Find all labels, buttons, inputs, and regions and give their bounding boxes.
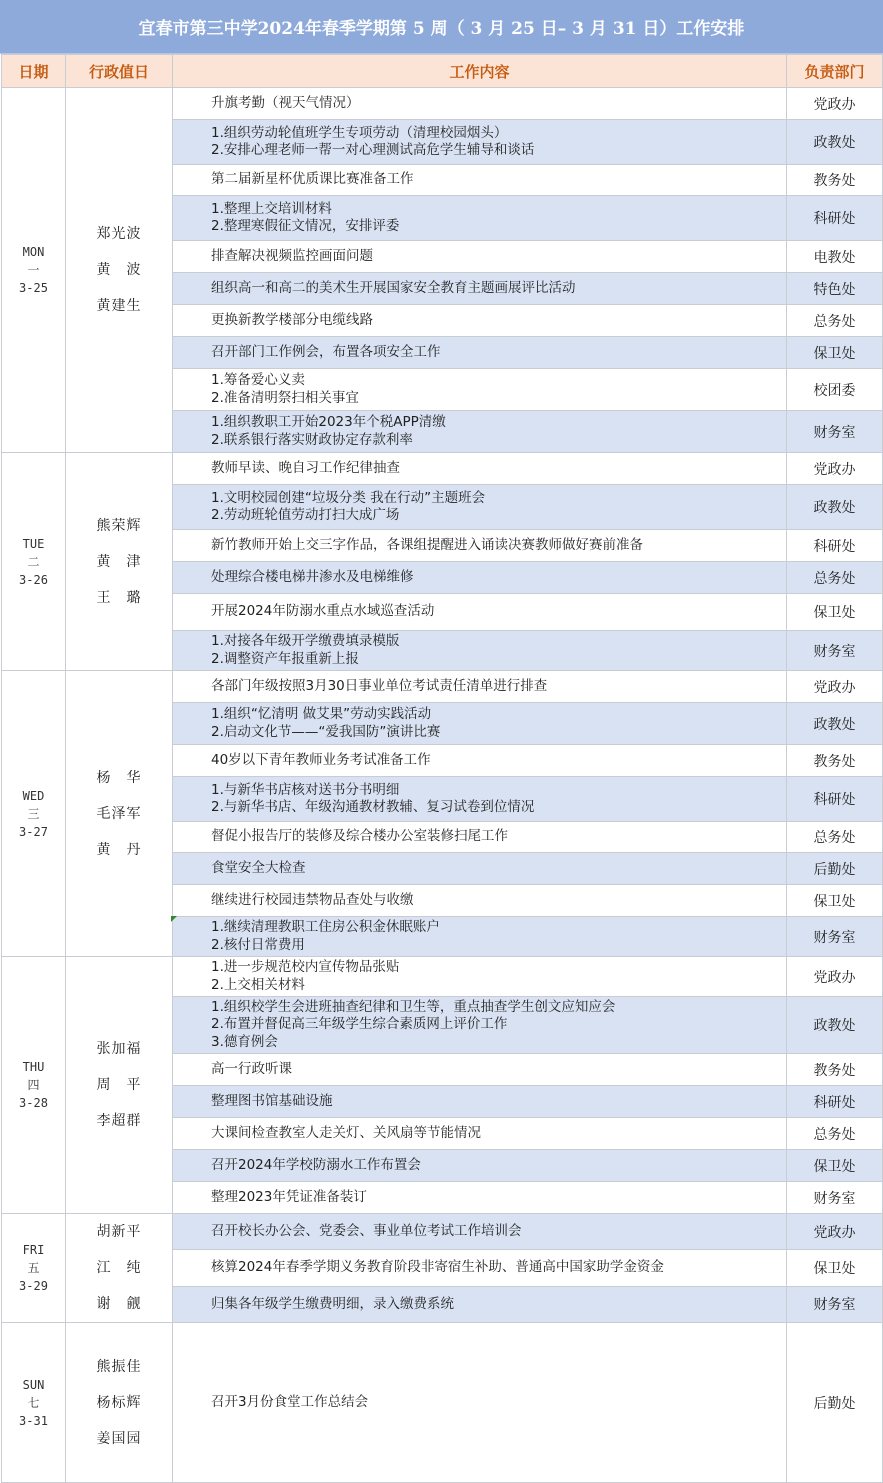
task-line: 1.进一步规范校内宣传物品张贴 xyxy=(211,959,400,975)
day-en: MON xyxy=(22,245,45,259)
task-line: 召开校长办公会、党委会、事业单位考试工作培训会 xyxy=(211,1222,522,1239)
task-row xyxy=(2,957,883,997)
task-line: 高一行政听课 xyxy=(211,1060,292,1077)
day-en: FRI xyxy=(22,1243,45,1257)
task-dept: 校团委 xyxy=(787,369,883,411)
task-content xyxy=(173,530,787,562)
day-en: SUN xyxy=(22,1377,45,1392)
task-dept: 保卫处 xyxy=(787,337,883,369)
task-dept: 党政办 xyxy=(787,1214,883,1250)
day-date: 3-31 xyxy=(19,1413,48,1428)
day-cn: 三 xyxy=(27,806,40,821)
day-date: 3-26 xyxy=(19,572,48,587)
header-date: 日期 xyxy=(2,55,66,88)
task-line: 排查解决视频监控画面问题 xyxy=(211,247,373,264)
task-dept: 保卫处 xyxy=(787,1250,883,1286)
task-line: 1.对接各年级开学缴费填录模版 xyxy=(211,633,400,649)
officer-name: 黄 津 xyxy=(96,553,142,570)
task-content xyxy=(173,453,787,485)
task-content xyxy=(173,1118,787,1150)
task-line: 1.组织校学生会进班抽查纪律和卫生等，重点抽查学生创文应知应会 xyxy=(211,998,616,1015)
task-line: 整理2023年凭证准备装订 xyxy=(211,1188,367,1205)
task-dept: 科研处 xyxy=(787,196,883,241)
task-line: 食堂安全大检查 xyxy=(211,859,306,876)
task-dept: 保卫处 xyxy=(787,885,883,917)
page-title: 宜春市第三中学2024年春季学期第 5 周（ 3 月 25 日– 3 月 31 日）工作安排 xyxy=(0,0,883,54)
task-content xyxy=(173,485,787,530)
officers-cell xyxy=(66,453,173,671)
task-line: 召开部门工作例会，布置各项安全工作 xyxy=(211,343,441,360)
task-dept: 政教处 xyxy=(787,120,883,165)
task-line: 2.与新华书店、年级沟通教材教辅、复习试卷到位情况 xyxy=(211,799,535,815)
schedule-table xyxy=(1,54,883,1483)
task-line: 召开3月份食堂工作总结会 xyxy=(211,1393,369,1410)
task-content xyxy=(173,917,787,957)
task-line: 1.继续清理教职工住房公积金休眠账户 xyxy=(211,919,440,935)
task-line: 40岁以下青年教师业务考试准备工作 xyxy=(211,751,431,768)
task-dept: 科研处 xyxy=(787,1086,883,1118)
task-dept: 财务室 xyxy=(787,1286,883,1322)
task-line: 2.核付日常费用 xyxy=(211,936,305,953)
day-cell xyxy=(2,453,66,671)
task-content xyxy=(173,196,787,241)
task-line: 2.联系银行落实财政协定存款利率 xyxy=(211,431,413,448)
task-content xyxy=(173,562,787,594)
day-cell xyxy=(2,1214,66,1323)
task-content xyxy=(173,671,787,703)
task-dept: 总务处 xyxy=(787,562,883,594)
task-content xyxy=(173,703,787,745)
officer-name: 黄 丹 xyxy=(96,841,142,858)
task-row xyxy=(2,1214,883,1250)
task-line: 督促小报告厅的装修及综合楼办公室装修扫尾工作 xyxy=(211,828,508,845)
task-line: 2.整理寒假征文情况，安排评委 xyxy=(211,218,400,234)
task-line: 2.上交相关材料 xyxy=(211,976,305,993)
task-dept: 财务室 xyxy=(787,1182,883,1214)
task-row xyxy=(2,1323,883,1483)
task-content xyxy=(173,1214,787,1250)
task-line: 继续进行校园违禁物品查处与收缴 xyxy=(211,891,414,908)
task-dept: 政教处 xyxy=(787,997,883,1054)
day-cn: 七 xyxy=(27,1395,40,1410)
task-line: 1.筹备爱心义卖 xyxy=(211,372,305,388)
officer-name: 张加福 xyxy=(96,1041,142,1057)
task-content xyxy=(173,337,787,369)
task-content xyxy=(173,631,787,671)
task-dept: 总务处 xyxy=(787,822,883,853)
task-dept: 总务处 xyxy=(787,305,883,337)
task-line: 处理综合楼电梯井渗水及电梯维修 xyxy=(211,568,414,585)
officer-name: 王 璐 xyxy=(96,589,142,606)
day-cn: 一 xyxy=(27,263,40,277)
officers-cell xyxy=(66,1323,173,1483)
officer-name: 黄 波 xyxy=(96,262,142,278)
task-content xyxy=(173,1286,787,1322)
task-line: 整理图书馆基础设施 xyxy=(211,1092,333,1109)
task-dept: 党政办 xyxy=(787,957,883,997)
officers-cell xyxy=(66,1214,173,1323)
task-content xyxy=(173,594,787,631)
task-line: 3.德育例会 xyxy=(211,1033,278,1050)
task-line: 2.准备清明祭扫相关事宜 xyxy=(211,389,359,406)
day-date: 3-28 xyxy=(19,1096,48,1110)
task-dept: 财务室 xyxy=(787,631,883,671)
task-line: 开展2024年防溺水重点水域巡查活动 xyxy=(211,603,435,620)
day-cell xyxy=(2,1323,66,1483)
task-line: 召开2024年学校防溺水工作布置会 xyxy=(211,1156,421,1173)
task-content xyxy=(173,1182,787,1214)
task-content xyxy=(173,273,787,305)
task-line: 1.组织教职工开始2023年个税APP清缴 xyxy=(211,414,446,430)
officer-name: 毛泽军 xyxy=(96,805,142,822)
day-en: TUE xyxy=(22,536,45,551)
task-dept: 科研处 xyxy=(787,777,883,822)
task-dept: 后勤处 xyxy=(787,1323,883,1483)
task-content xyxy=(173,745,787,777)
officer-name: 黄建生 xyxy=(96,298,142,314)
task-content xyxy=(173,1323,787,1483)
officer-name: 李超群 xyxy=(96,1113,142,1129)
day-cn: 二 xyxy=(27,554,40,569)
task-line: 归集各年级学生缴费明细，录入缴费系统 xyxy=(211,1295,454,1312)
task-line: 2.布置并督促高三年级学生综合素质网上评价工作 xyxy=(211,1016,508,1033)
header-content: 工作内容 xyxy=(173,55,787,88)
task-line: 组织高一和高二的美术生开展国家安全教育主题画展评比活动 xyxy=(211,279,576,296)
task-row xyxy=(2,671,883,703)
task-content xyxy=(173,957,787,997)
officer-name: 杨 华 xyxy=(96,769,142,786)
task-line: 2.安排心理老师一帮一对心理测试高危学生辅导和谈话 xyxy=(211,142,535,158)
task-dept: 党政办 xyxy=(787,88,883,120)
officers-cell xyxy=(66,957,173,1214)
header-dept: 负责部门 xyxy=(787,55,883,88)
officer-name: 杨标辉 xyxy=(96,1394,142,1411)
task-dept: 特色处 xyxy=(787,273,883,305)
task-dept: 党政办 xyxy=(787,671,883,703)
day-cell xyxy=(2,88,66,453)
day-en: WED xyxy=(22,788,45,803)
officers-cell xyxy=(66,88,173,453)
officer-name: 胡新平 xyxy=(96,1224,142,1240)
day-date: 3-29 xyxy=(19,1279,48,1293)
day-date: 3-25 xyxy=(19,281,48,295)
task-content xyxy=(173,1150,787,1182)
task-content xyxy=(173,369,787,411)
task-line: 2.调整资产年报重新上报 xyxy=(211,650,359,667)
task-dept: 财务室 xyxy=(787,411,883,453)
officer-name: 熊荣辉 xyxy=(96,517,142,534)
task-content xyxy=(173,88,787,120)
header-officers: 行政值日 xyxy=(66,55,173,88)
task-content xyxy=(173,1086,787,1118)
day-cell xyxy=(2,671,66,957)
day-cell xyxy=(2,957,66,1214)
task-line: 1.文明校园创建“垃圾分类 我在行动”主题班会 xyxy=(211,489,486,506)
task-dept: 科研处 xyxy=(787,530,883,562)
task-content xyxy=(173,777,787,822)
day-cn: 四 xyxy=(27,1078,40,1092)
officer-name: 郑光波 xyxy=(96,226,142,242)
officer-name: 熊振佳 xyxy=(96,1358,142,1375)
task-line: 升旗考勤（视天气情况） xyxy=(211,94,360,111)
day-date: 3-27 xyxy=(19,824,48,839)
task-row xyxy=(2,88,883,120)
task-line: 更换新教学楼部分电缆线路 xyxy=(211,311,373,328)
officer-name: 周 平 xyxy=(96,1077,142,1093)
task-line: 核算2024年春季学期义务教育阶段非寄宿生补助、普通高中国家助学金资金 xyxy=(211,1259,664,1276)
task-line: 大课间检查教室人走关灯、关风扇等节能情况 xyxy=(211,1124,481,1141)
task-dept: 总务处 xyxy=(787,1118,883,1150)
task-content xyxy=(173,853,787,885)
task-content xyxy=(173,822,787,853)
task-line: 1.与新华书店核对送书分书明细 xyxy=(211,781,400,798)
task-line: 1.组织劳动轮值班学生专项劳动（清理校园烟头） xyxy=(211,124,508,141)
task-content xyxy=(173,411,787,453)
task-content xyxy=(173,885,787,917)
officers-cell xyxy=(66,671,173,957)
schedule-body xyxy=(2,88,883,1483)
task-content xyxy=(173,165,787,196)
officer-name: 姜国园 xyxy=(96,1430,142,1447)
day-cn: 五 xyxy=(27,1261,40,1275)
officer-name: 江 纯 xyxy=(96,1260,142,1276)
task-content xyxy=(173,241,787,273)
task-line: 教师早读、晚自习工作纪律抽查 xyxy=(211,459,400,476)
task-line: 新竹教师开始上交三字作品，各课组提醒进入诵读决赛教师做好赛前准备 xyxy=(211,536,643,553)
task-dept: 保卫处 xyxy=(787,1150,883,1182)
task-dept: 财务室 xyxy=(787,917,883,957)
day-en: THU xyxy=(22,1060,45,1074)
task-dept: 政教处 xyxy=(787,485,883,530)
officer-name: 谢 觎 xyxy=(96,1296,142,1312)
task-content xyxy=(173,1054,787,1086)
task-dept: 保卫处 xyxy=(787,594,883,631)
task-dept: 党政办 xyxy=(787,453,883,485)
task-content xyxy=(173,120,787,165)
task-content xyxy=(173,1250,787,1286)
task-content xyxy=(173,997,787,1054)
task-line: 各部门年级按照3月30日事业单位考试责任清单进行排查 xyxy=(211,677,548,694)
task-dept: 电教处 xyxy=(787,241,883,273)
task-dept: 后勤处 xyxy=(787,853,883,885)
task-line: 1.组织“忆清明 做艾果”劳动实践活动 xyxy=(211,706,432,722)
task-line: 2.启动文化节——“爱我国防”演讲比赛 xyxy=(211,723,441,740)
task-line: 1.整理上交培训材料 xyxy=(211,200,332,217)
task-dept: 教务处 xyxy=(787,745,883,777)
task-dept: 教务处 xyxy=(787,165,883,196)
task-row xyxy=(2,453,883,485)
task-dept: 政教处 xyxy=(787,703,883,745)
task-dept: 教务处 xyxy=(787,1054,883,1086)
task-line: 2.劳动班轮值劳动打扫大成广场 xyxy=(211,507,400,523)
header-row xyxy=(2,55,883,88)
task-line: 第二届新星杯优质课比赛准备工作 xyxy=(211,171,414,188)
task-content xyxy=(173,305,787,337)
cell-note-marker xyxy=(171,916,177,922)
